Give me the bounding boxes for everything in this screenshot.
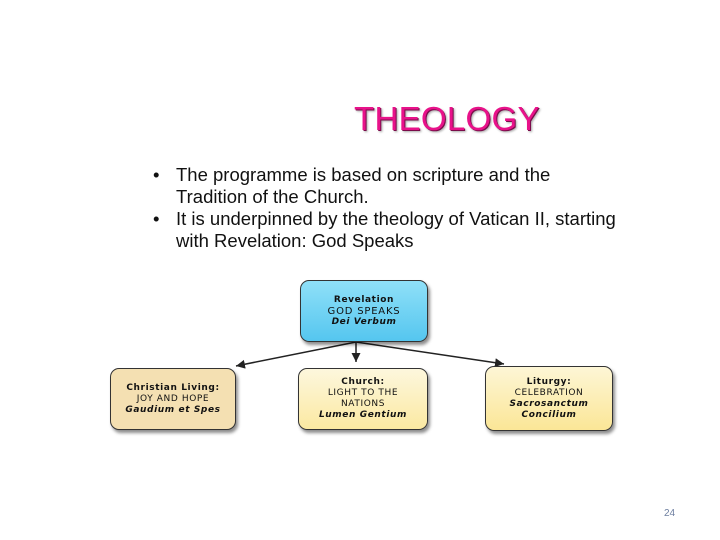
page-number: 24 (664, 508, 676, 519)
church-document: Lumen Gentium (318, 410, 408, 420)
church-heading: Church: (341, 377, 385, 387)
revelation-box (300, 280, 428, 342)
connector-right (356, 342, 504, 364)
church-box (298, 368, 428, 430)
bullet-item: • The programme is based on scripture and the Tradition of the Church. (150, 164, 620, 208)
bullet-item: • It is underpinned by the theology of Vatican II, starting with Revelation: God Speaks (150, 208, 620, 252)
church-subtitle-line1: LIGHT TO THE (327, 388, 399, 398)
christian-living-document: Gaudium et Spes (125, 404, 221, 415)
liturgy-document-line1: Sacrosanctum (509, 398, 589, 409)
liturgy-document-line2: Concilium (521, 409, 577, 420)
christian-living-heading: Christian Living: (126, 382, 220, 393)
revelation-subtitle: GOD SPEAKS (327, 305, 401, 317)
liturgy-subtitle: CELEBRATION (514, 387, 584, 398)
revelation-heading: Revelation (333, 294, 395, 305)
slide-title: THEOLOGY (354, 100, 540, 137)
connector-left (236, 342, 356, 366)
christian-living-subtitle: JOY AND HOPE (136, 393, 210, 404)
christian-living-box (110, 368, 236, 430)
revelation-document: Dei Verbum (331, 316, 397, 327)
liturgy-box (485, 366, 613, 431)
church-subtitle-line2: NATIONS (340, 399, 386, 409)
liturgy-heading: Liturgy: (526, 376, 572, 387)
